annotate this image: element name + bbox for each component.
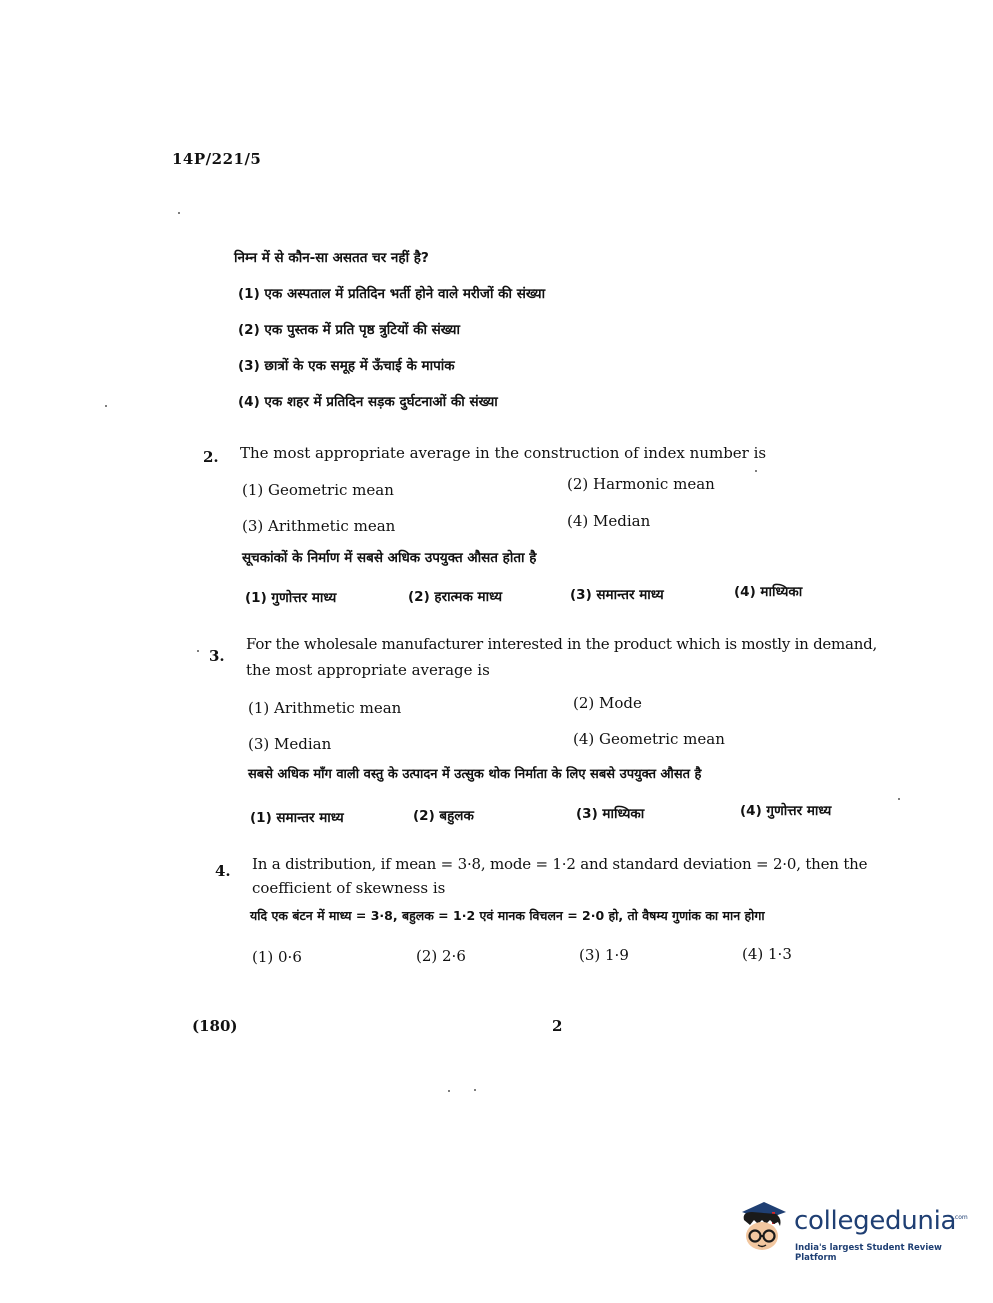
scan-speck <box>178 212 180 214</box>
q3-text-line-2: the most appropriate average is <box>246 661 490 679</box>
paper-code: 14P/221/5 <box>172 150 262 168</box>
q2-option-2: (2) Harmonic mean <box>567 475 715 493</box>
q1-hindi-option-2: (2) एक पुस्तक में प्रति पृष्ठ त्रुटियों की संख्या <box>238 322 461 338</box>
q3-hindi-option-3: (3) माध्यिका <box>576 806 645 822</box>
q3-hindi-option-4: (4) गुणोत्तर माध्य <box>740 803 832 819</box>
q2-text: The most appropriate average in the construction of index number is <box>240 444 767 462</box>
graduate-mascot-icon <box>734 1198 790 1258</box>
q3-text-line-1: For the wholesale manufacturer interested in the product which is mostly in demand, <box>246 635 878 653</box>
footer-code: (180) <box>192 1017 238 1035</box>
q4-option-2: (2) 2·6 <box>416 947 466 965</box>
q3-hindi-option-2: (2) बहुलक <box>413 808 474 824</box>
q3-option-4: (4) Geometric mean <box>573 730 725 748</box>
q3-option-1: (1) Arithmetic mean <box>248 699 402 717</box>
q2-number: 2. <box>203 448 219 466</box>
q2-option-4: (4) Median <box>567 512 651 530</box>
q2-hindi-option-4: (4) माध्यिका <box>734 584 803 600</box>
q4-text-line-2: coefficient of skewness is <box>252 879 446 897</box>
q4-hindi-text: यदि एक बंटन में माध्य = 3·8, बहुलक = 1·2 एवं मानक विचलन = 2·0 हो, तो वैषम्य गुणांक का मान होगा <box>250 908 765 923</box>
logo-tagline: India's largest Student Review Platform <box>795 1243 942 1263</box>
scan-speck <box>448 1090 450 1092</box>
q2-option-3: (3) Arithmetic mean <box>242 517 396 535</box>
q4-option-3: (3) 1·9 <box>579 946 629 964</box>
q1-hindi-text: निम्न में से कौन-सा असतत चर नहीं है? <box>234 250 429 266</box>
collegedunia-logo <box>734 1198 968 1264</box>
scan-speck <box>898 798 900 800</box>
q3-number: 3. <box>209 647 225 665</box>
scan-speck <box>474 1089 476 1091</box>
q1-hindi-option-3: (3) छात्रों के एक समूह में ऊँचाई के मापांक <box>238 358 455 374</box>
scan-speck <box>197 650 199 652</box>
page-number: 2 <box>552 1017 563 1035</box>
q4-text-line-1: In a distribution, if mean = 3·8, mode = 1·2 and standard deviation = 2·0, then the <box>252 855 868 873</box>
logo-suffix: .com <box>953 1214 968 1221</box>
scan-speck <box>105 405 107 407</box>
q2-hindi-text: सूचकांकों के निर्माण में सबसे अधिक उपयुक्त औसत होता है <box>242 550 537 566</box>
q4-option-1: (1) 0·6 <box>252 948 302 966</box>
q1-hindi-option-1: (1) एक अस्पताल में प्रतिदिन भर्ती होने वाले मरीजों की संख्या <box>238 286 546 302</box>
q4-option-4: (4) 1·3 <box>742 945 792 963</box>
q3-option-2: (2) Mode <box>573 694 642 712</box>
q1-hindi-option-4: (4) एक शहर में प्रतिदिन सड़क दुर्घटनाओं की संख्या <box>238 394 498 410</box>
q3-hindi-option-1: (1) समान्तर माध्य <box>250 810 344 826</box>
q2-hindi-option-2: (2) हरात्मक माध्य <box>408 589 503 605</box>
q2-option-1: (1) Geometric mean <box>242 481 394 499</box>
q3-hindi-text: सबसे अधिक माँग वाली वस्तु के उत्पादन में उत्सुक थोक निर्माता के लिए सबसे उपयुक्त औसत है <box>248 767 702 782</box>
q2-hindi-option-3: (3) समान्तर माध्य <box>570 587 664 603</box>
q4-number: 4. <box>215 862 231 880</box>
logo-wordmark: collegedunia <box>794 1206 957 1236</box>
scan-speck <box>755 470 757 472</box>
q2-hindi-option-1: (1) गुणोत्तर माध्य <box>245 590 337 606</box>
q3-option-3: (3) Median <box>248 735 332 753</box>
